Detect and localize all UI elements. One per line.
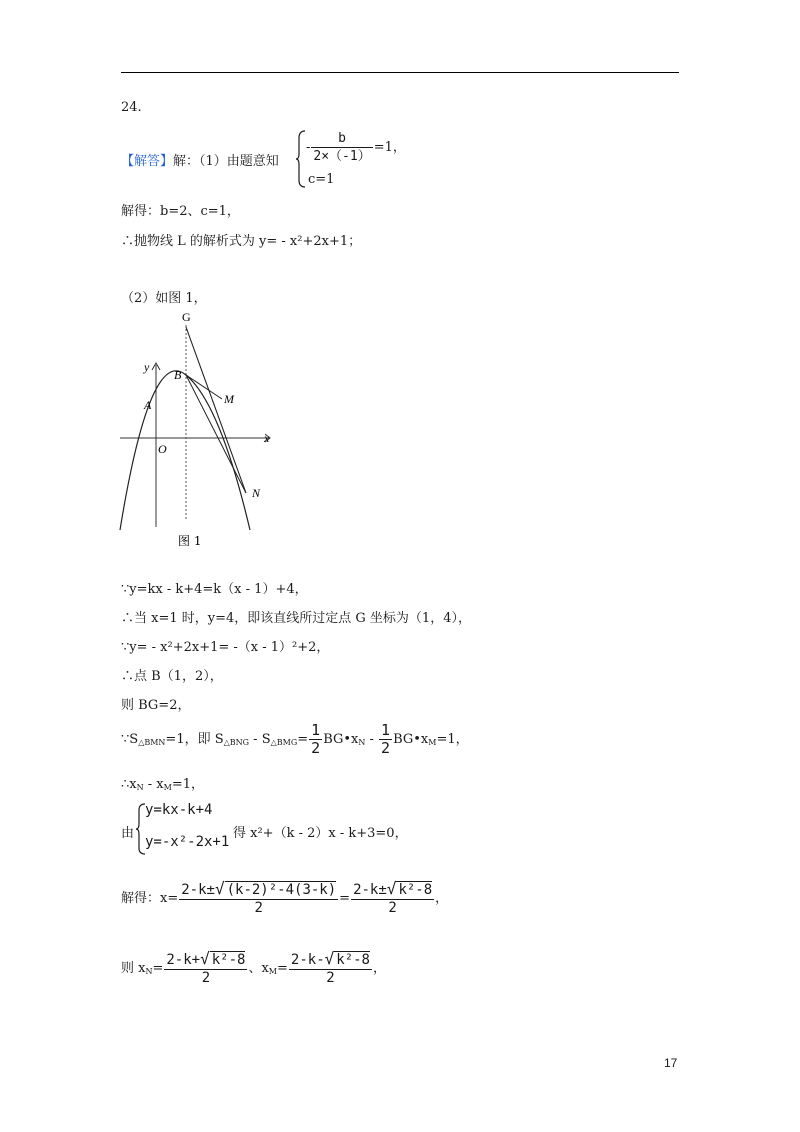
label-O: O (158, 442, 167, 456)
system-eq1: - $\frac{b}{2\times(-1)}$ =1， (306, 131, 406, 164)
system2-eq2: y=-x²-2x+1 (145, 834, 230, 850)
figure-1 (110, 305, 280, 550)
system-brace (296, 130, 306, 188)
segment-BN (186, 375, 246, 493)
line-parabola-formula: ∴抛物线 L 的解析式为 y= - x²+2x+1； (121, 234, 362, 249)
segment-BM (186, 375, 222, 399)
solution-intro-text: 解：（1）由题意知 (173, 154, 279, 169)
system2-prefix: 由 (121, 826, 135, 841)
label-A: A (144, 398, 152, 412)
quadratic-fraction-1: $\frac{\text{2-k±√ (k-2)²-4(3-k)}}{2}$ (181, 879, 337, 916)
line-BG: 则 BG=2， (121, 698, 191, 713)
system2-eq1: y=kx-k+4 (145, 802, 213, 818)
line-area-relation: $\because S_{\triangle BMN}=1$，即 $S_{\triangle BNG} - S_{\triangle BMG}=$ $\frac{1}{2}$ $BG•x_N$ - $\frac{1}{2}$ $BG•x_M=1$， (121, 721, 469, 757)
system2-result: 得 x²+（k - 2）x - k+3=0， (233, 826, 408, 841)
line-solve-bc: 解得：b=2、c=1， (121, 204, 240, 219)
page-number: 17 (664, 1056, 678, 1070)
line-xN-xM-values: 则 $x_N=$ $\frac{\text{2-k+√ k²-8}}{2}$ 、$x_M=$ $\frac{\text{2-k-√ k²-8}}{2}$ ， (121, 949, 386, 986)
xN-fraction: $\frac{\text{2-k+√ k²-8}}{2}$ (166, 949, 246, 986)
label-x: x (264, 431, 270, 445)
line-GN (186, 327, 246, 493)
label-y: y (144, 360, 150, 374)
quadratic-fraction-2: $\frac{\text{2-k±√ k²-8}}{2}$ (353, 879, 433, 916)
line-point-B: ∴点 B（1，2）， (121, 669, 223, 684)
header-rule (121, 72, 679, 73)
line-line-eq: ∵y=kx - k+4=k（x - 1）+4， (121, 582, 308, 597)
label-G: G (182, 310, 191, 324)
figure-caption: 图 1 (178, 534, 202, 548)
half-fraction-1: $\frac{1}{2}$ (311, 721, 321, 757)
line-part2: （2）如图 1， (121, 291, 207, 306)
system-eq2: c=1 (308, 172, 335, 187)
xM-fraction: $\frac{\text{2-k-√ k²-8}}{2}$ (290, 949, 370, 986)
label-B: B (174, 368, 182, 382)
label-N: N (252, 486, 261, 500)
answer-tag: 【解答】 (121, 154, 174, 169)
eq1-fraction: $\frac{b}{2\times(-1)}$ (313, 131, 371, 164)
half-fraction-2: $\frac{1}{2}$ (381, 721, 391, 757)
line-quadratic-solution: 解得：x= $\frac{\text{2-k±√ (k-2)²-4(3-k)}}{2}$ = $\frac{\text{2-k±√ k²-8}}{2}$ ， (121, 879, 449, 916)
problem-number: 24. (121, 100, 142, 115)
solution-intro (121, 150, 279, 169)
label-M: M (224, 392, 234, 406)
line-xN-minus-xM: $\therefore x_N - x_M=1$， (121, 777, 204, 792)
line-fixed-point-G: ∴当 x=1 时，y=4，即该直线所过定点 G 坐标为（1，4）， (121, 611, 471, 626)
line-vertex-form: ∵y= - x²+2x+1= -（x - 1）²+2， (121, 640, 330, 655)
